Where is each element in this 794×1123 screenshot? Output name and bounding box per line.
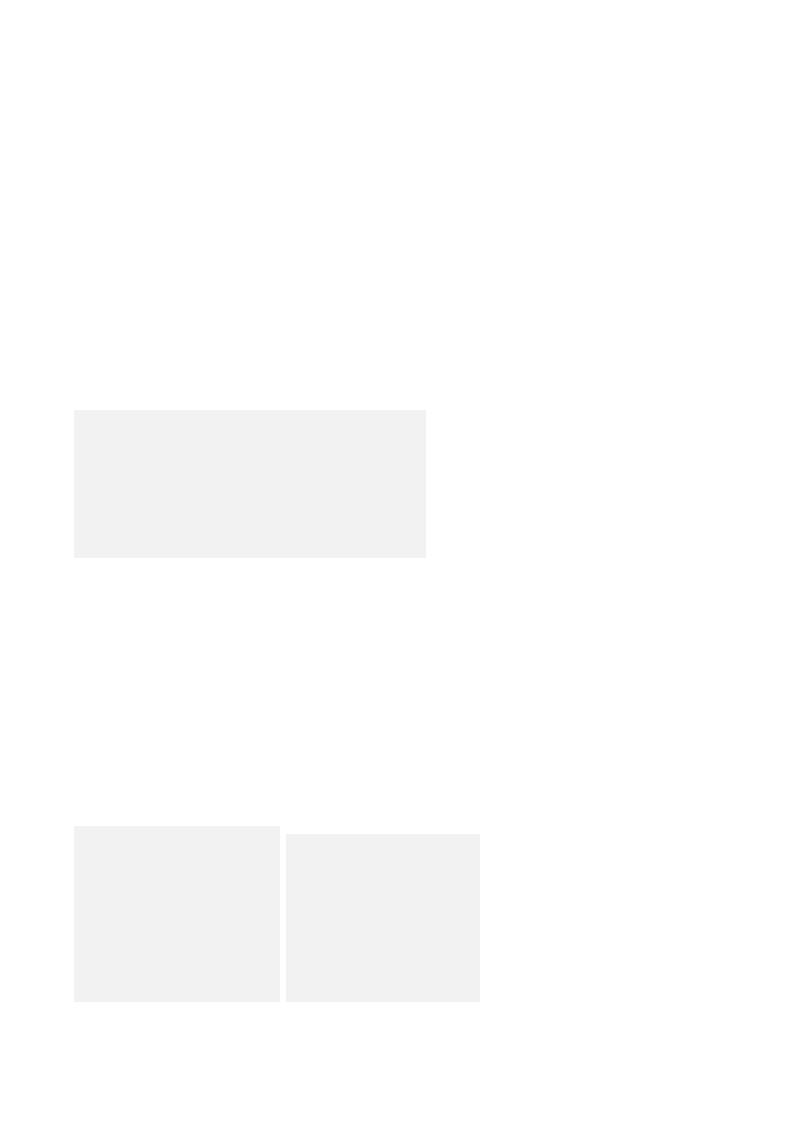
figure-background	[74, 410, 426, 558]
figure-background	[74, 826, 280, 1002]
shading-physiology-figure	[74, 410, 426, 558]
organ-biomass-ratio-chart	[286, 834, 480, 1002]
figure-background	[286, 834, 480, 1002]
organ-biomass-chart	[74, 826, 280, 1002]
